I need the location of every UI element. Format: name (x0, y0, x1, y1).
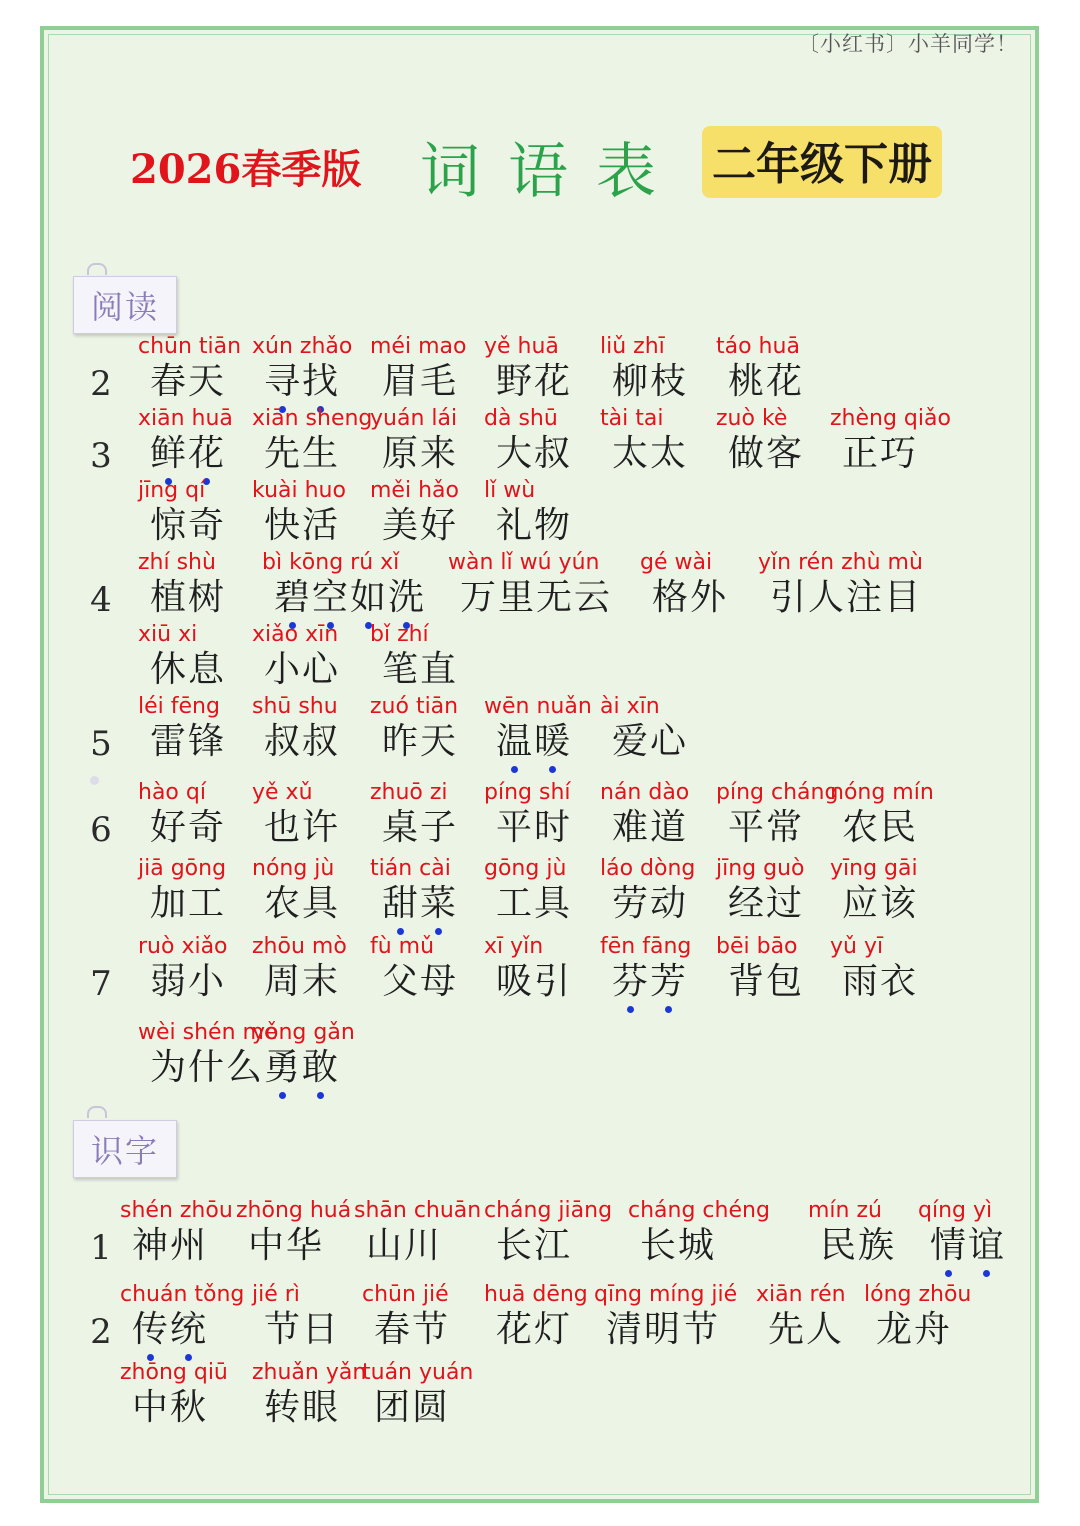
vocab-word (758, 550, 923, 620)
emphasis-dot (983, 1270, 990, 1277)
hanzi: 平常 (728, 807, 805, 848)
pinyin: qíng yì (918, 1198, 993, 1223)
pinyin: wàn lǐ wú yún (448, 550, 600, 575)
pinyin: jié rì (252, 1282, 300, 1307)
pinyin: wèi shén me (138, 1020, 278, 1045)
pinyin: láo dòng (600, 856, 696, 881)
pinyin: yě huā (484, 334, 559, 359)
vocab-word (120, 1198, 233, 1268)
hanzi: 应该 (842, 883, 919, 924)
pinyin: zhèng qiǎo (830, 406, 951, 431)
lesson-number: 2 (90, 364, 112, 404)
lesson-number: 7 (90, 964, 112, 1004)
vocab-word (628, 1198, 770, 1268)
pinyin: shū shu (252, 694, 338, 719)
hanzi: 平时 (496, 807, 573, 848)
hanzi: 先生 (264, 433, 341, 474)
vocab-word (236, 1198, 351, 1268)
vocab-word (830, 856, 918, 926)
hanzi: 山川 (366, 1225, 443, 1266)
hanzi: 加工 (150, 883, 227, 924)
pinyin: jīng guò (716, 856, 805, 881)
vocab-word (830, 934, 918, 1004)
hanzi: 劳动 (612, 883, 689, 924)
vocab-word (252, 1282, 340, 1352)
vocab-word (370, 934, 458, 1004)
vocab-word (252, 780, 340, 850)
hanzi: 寻找 (264, 361, 341, 402)
hanzi: 情谊 (930, 1225, 1007, 1266)
hanzi: 柳枝 (612, 361, 689, 402)
hanzi: 弱小 (150, 961, 227, 1002)
section-tab-literacy: 识字 (73, 1120, 177, 1178)
pinyin: ài xīn (600, 694, 660, 719)
pinyin: bì kōng rú xǐ (262, 550, 400, 575)
hanzi: 中秋 (132, 1387, 209, 1428)
vocab-word (484, 1282, 588, 1352)
hanzi: 昨天 (382, 721, 459, 762)
decorative-dot (90, 776, 99, 785)
hanzi: 吸引 (496, 961, 573, 1002)
pinyin: zhuǎn yǎn (252, 1360, 367, 1385)
pinyin: gé wài (640, 550, 713, 575)
hanzi: 节日 (264, 1309, 341, 1350)
hanzi: 眉毛 (382, 361, 459, 402)
vocab-word (716, 406, 804, 476)
vocab-word (252, 1360, 366, 1430)
hanzi: 雷锋 (150, 721, 227, 762)
pinyin: jīng qí (138, 478, 206, 503)
vocab-word (252, 406, 372, 476)
hanzi: 甜菜 (382, 883, 459, 924)
hanzi: 雨衣 (842, 961, 919, 1002)
pinyin: zuó tiān (370, 694, 459, 719)
emphasis-dot (279, 1092, 286, 1099)
hanzi: 中华 (248, 1225, 325, 1266)
vocab-word (716, 856, 805, 926)
emphasis-dot (549, 766, 556, 773)
hanzi: 碧空如洗 (274, 577, 427, 618)
pinyin: wēn nuǎn (484, 694, 592, 719)
hanzi: 休息 (150, 649, 227, 690)
pinyin: liǔ zhī (600, 334, 665, 359)
vocab-word (362, 1360, 473, 1430)
hanzi: 先人 (768, 1309, 845, 1350)
hanzi: 桌子 (382, 807, 459, 848)
hanzi: 太太 (612, 433, 689, 474)
hanzi: 民族 (820, 1225, 897, 1266)
pinyin: měi hǎo (370, 478, 459, 503)
lesson-number: 1 (90, 1228, 112, 1268)
hanzi: 野花 (496, 361, 573, 402)
emphasis-dot (511, 766, 518, 773)
pinyin: xiū xi (138, 622, 198, 647)
hanzi: 长江 (496, 1225, 573, 1266)
hanzi: 芬芳 (612, 961, 689, 1002)
pinyin: huā dēng (484, 1282, 588, 1307)
emphasis-dot (945, 1270, 952, 1277)
pinyin: cháng jiāng (484, 1198, 613, 1223)
hanzi: 转眼 (264, 1387, 341, 1428)
hanzi: 爱心 (612, 721, 689, 762)
vocab-word (138, 406, 233, 476)
pinyin: zhōng qiū (120, 1360, 228, 1385)
hanzi: 农具 (264, 883, 341, 924)
vocab-word (600, 406, 688, 476)
pinyin: xiān huā (138, 406, 233, 431)
pinyin: fù mǔ (370, 934, 435, 959)
pinyin: zuò kè (716, 406, 788, 431)
edition-label: 2026春季版 (130, 146, 362, 193)
pinyin: zhōu mò (252, 934, 347, 959)
hanzi: 笔直 (382, 649, 459, 690)
hanzi: 春节 (374, 1309, 451, 1350)
clip-icon (87, 263, 107, 275)
vocab-word (600, 780, 689, 850)
section-tab-reading: 阅读 (73, 276, 177, 334)
hanzi: 惊奇 (150, 505, 227, 546)
hanzi: 快活 (264, 505, 341, 546)
hanzi: 引人注目 (770, 577, 923, 618)
lesson-number: 3 (90, 436, 112, 476)
vocab-word (120, 1360, 228, 1430)
lesson-number: 6 (90, 810, 112, 850)
vocab-word (864, 1282, 971, 1352)
vocab-word (756, 1282, 846, 1352)
hanzi: 为什么 (150, 1047, 265, 1088)
hanzi: 万里无云 (460, 577, 613, 618)
vocab-word (370, 478, 459, 548)
pinyin: táo huā (716, 334, 800, 359)
pinyin: shān chuān (354, 1198, 482, 1223)
vocab-word (370, 780, 458, 850)
emphasis-dot (627, 1006, 634, 1013)
hanzi: 难道 (612, 807, 689, 848)
hanzi: 植树 (150, 577, 227, 618)
vocab-word (138, 856, 226, 926)
pinyin: xún zhǎo (252, 334, 353, 359)
pinyin: yě xǔ (252, 780, 313, 805)
pinyin: nán dào (600, 780, 690, 805)
pinyin: chuán tǒng (120, 1282, 245, 1307)
vocab-word (138, 934, 228, 1004)
pinyin: léi fēng (138, 694, 220, 719)
vocab-word (362, 1282, 450, 1352)
vocab-word (252, 334, 352, 404)
vocab-word (252, 1020, 355, 1090)
hanzi: 农民 (842, 807, 919, 848)
vocab-word (594, 1282, 737, 1352)
hanzi: 好奇 (150, 807, 227, 848)
pinyin: zhōng huá (236, 1198, 352, 1223)
vocab-word (716, 334, 804, 404)
vocab-word (600, 934, 691, 1004)
lesson-number: 5 (90, 724, 112, 764)
pinyin: zhuō zi (370, 780, 448, 805)
hanzi: 背包 (728, 961, 805, 1002)
pinyin: tuán yuán (362, 1360, 474, 1385)
vocab-word (138, 694, 226, 764)
pinyin: mín zú (808, 1198, 882, 1223)
vocab-word (354, 1198, 481, 1268)
pinyin: méi mao (370, 334, 467, 359)
hanzi: 大叔 (496, 433, 573, 474)
hanzi: 龙舟 (876, 1309, 953, 1350)
vocab-word (918, 1198, 1006, 1268)
vocab-word (262, 550, 426, 620)
hanzi: 清明节 (606, 1309, 721, 1350)
pinyin: chūn jié (362, 1282, 449, 1307)
vocab-word (252, 694, 340, 764)
pinyin: kuài huo (252, 478, 346, 503)
pinyin: xiān sheng (252, 406, 373, 431)
pinyin: píng shí (484, 780, 571, 805)
vocab-word (808, 1198, 896, 1268)
hanzi: 美好 (382, 505, 459, 546)
hanzi: 经过 (728, 883, 805, 924)
pinyin: ruò xiǎo (138, 934, 228, 959)
vocab-word (252, 856, 340, 926)
vocab-word (600, 856, 695, 926)
pinyin: bēi bāo (716, 934, 798, 959)
pinyin: bǐ zhí (370, 622, 429, 647)
vocab-word (370, 406, 458, 476)
hanzi: 桃花 (728, 361, 805, 402)
pinyin: zhí shù (138, 550, 216, 575)
vocab-word (370, 622, 458, 692)
pinyin: lǐ wù (484, 478, 536, 503)
hanzi: 春天 (150, 361, 227, 402)
vocab-word (484, 934, 572, 1004)
pinyin: tián cài (370, 856, 451, 881)
pinyin: dà shū (484, 406, 558, 431)
vocab-word (138, 478, 226, 548)
vocab-word (830, 406, 951, 476)
hanzi: 神州 (132, 1225, 209, 1266)
vocab-word (640, 550, 728, 620)
hanzi: 花灯 (496, 1309, 573, 1350)
emphasis-dot (317, 1092, 324, 1099)
pinyin: tài tai (600, 406, 664, 431)
pinyin: nóng jù (252, 856, 335, 881)
hanzi: 传统 (132, 1309, 209, 1350)
clip-icon (87, 1106, 107, 1118)
hanzi: 团圆 (374, 1387, 451, 1428)
lesson-number: 4 (90, 580, 112, 620)
vocab-word (716, 934, 804, 1004)
vocab-word (252, 478, 346, 548)
vocab-word (448, 550, 612, 620)
hanzi: 也许 (264, 807, 341, 848)
hanzi: 叔叔 (264, 721, 341, 762)
pinyin: hào qí (138, 780, 206, 805)
vocab-word (600, 694, 688, 764)
vocab-word (370, 694, 458, 764)
vocab-word (120, 1282, 244, 1352)
pinyin: yuán lái (370, 406, 458, 431)
vocab-word (484, 694, 592, 764)
vocab-word (138, 334, 241, 404)
vocab-word (370, 334, 466, 404)
pinyin: yǒng gǎn (252, 1020, 355, 1045)
pinyin: xī yǐn (484, 934, 544, 959)
hanzi: 礼物 (496, 505, 573, 546)
vocab-word (484, 478, 572, 548)
pinyin: fēn fāng (600, 934, 692, 959)
vocab-word (370, 856, 458, 926)
hanzi: 正巧 (842, 433, 919, 474)
hanzi: 周末 (264, 961, 341, 1002)
vocab-word (138, 780, 226, 850)
vocab-word (830, 780, 934, 850)
pinyin: cháng chéng (628, 1198, 770, 1223)
watermark: 〔小红书〕小羊同学！ (798, 32, 1018, 56)
hanzi: 鲜花 (150, 433, 227, 474)
vocab-word (484, 780, 572, 850)
vocab-word (484, 334, 572, 404)
pinyin: gōng jù (484, 856, 567, 881)
emphasis-dot (665, 1006, 672, 1013)
hanzi: 工具 (496, 883, 573, 924)
page-title: 词语表 (420, 137, 684, 207)
pinyin: yǐn rén zhù mù (758, 550, 923, 575)
hanzi: 温暖 (496, 721, 573, 762)
vocab-word (716, 780, 838, 850)
vocab-word (138, 622, 226, 692)
vocab-word (484, 1198, 612, 1268)
vocab-word (138, 550, 226, 620)
lesson-number: 2 (90, 1312, 112, 1352)
pinyin: lóng zhōu (864, 1282, 972, 1307)
vocab-word (252, 622, 340, 692)
vocab-word (252, 934, 347, 1004)
hanzi: 做客 (728, 433, 805, 474)
pinyin: yǔ yī (830, 934, 884, 959)
vocab-word (484, 406, 572, 476)
pinyin: yīng gāi (830, 856, 918, 881)
vocab-word (484, 856, 572, 926)
hanzi: 勇敢 (264, 1047, 341, 1088)
pinyin: qīng míng jié (594, 1282, 738, 1307)
pinyin: jiā gōng (138, 856, 227, 881)
vocab-word (600, 334, 688, 404)
pinyin: chūn tiān (138, 334, 242, 359)
pinyin: píng cháng (716, 780, 839, 805)
hanzi: 长城 (640, 1225, 717, 1266)
hanzi: 小心 (264, 649, 341, 690)
pinyin: xiǎo xīn (252, 622, 339, 647)
pinyin: shén zhōu (120, 1198, 233, 1223)
pinyin: nóng mín (830, 780, 934, 805)
grade-badge: 二年级下册 (702, 126, 942, 198)
hanzi: 父母 (382, 961, 459, 1002)
hanzi: 原来 (382, 433, 459, 474)
pinyin: xiān rén (756, 1282, 846, 1307)
hanzi: 格外 (652, 577, 729, 618)
